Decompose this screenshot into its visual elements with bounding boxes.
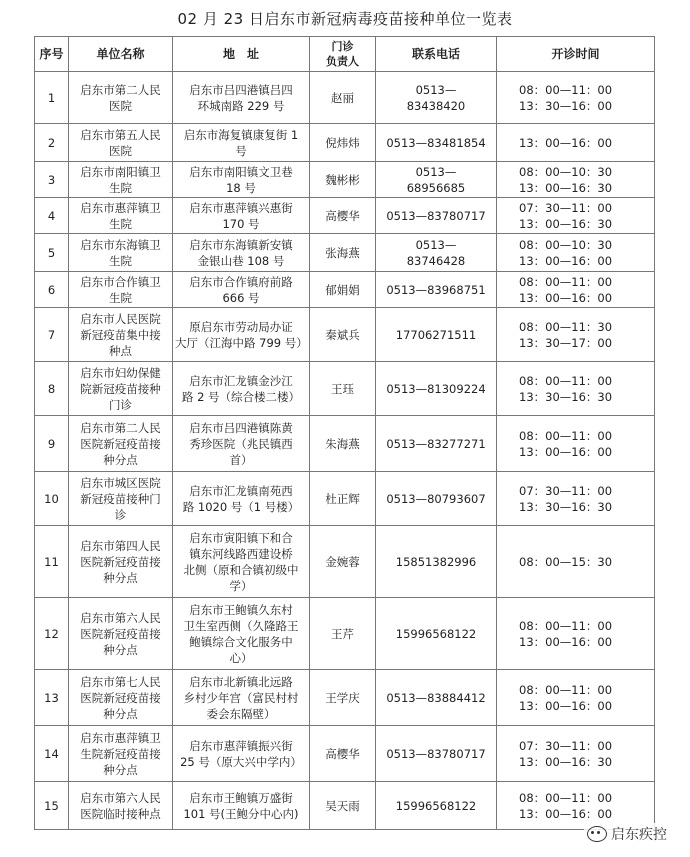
table-row [35, 72, 655, 124]
cell-name: 启东市妇幼保健 院新冠疫苗接种 门诊 [69, 362, 173, 416]
cell-address: 启东市东海镇新安镇 金银山巷 108 号 [173, 234, 310, 272]
header-no: 序号 [35, 37, 69, 72]
cell-person: 郁娟娟 [310, 272, 376, 308]
cell-person: 赵丽 [310, 72, 376, 124]
cell-no: 6 [35, 272, 69, 308]
table-row [35, 162, 655, 198]
cell-phone: 0513— 83746428 [376, 234, 497, 272]
cell-name: 启东市城区医院 新冠疫苗接种门 诊 [69, 472, 173, 526]
cell-person: 高樱华 [310, 198, 376, 234]
cell-no: 5 [35, 234, 69, 272]
table-row [35, 726, 655, 782]
cell-address: 启东市惠萍镇振兴街 25 号（原大兴中学内） [173, 726, 310, 782]
cell-time: 08：00—11：00 13：00—16：00 [497, 782, 655, 830]
cell-time: 08：00—10：30 13：00—16：30 [497, 162, 655, 198]
cell-name: 启东市第七人民 医院新冠疫苗接 种分点 [69, 670, 173, 726]
cell-person: 金婉蓉 [310, 526, 376, 598]
cell-person: 王学庆 [310, 670, 376, 726]
cell-address: 启东市惠萍镇兴惠街 170 号 [173, 198, 310, 234]
table-row [35, 124, 655, 162]
cell-phone: 0513— 68956685 [376, 162, 497, 198]
cell-person: 杜正辉 [310, 472, 376, 526]
cell-address: 启东市汇龙镇金沙江 路 2 号（综合楼二楼） [173, 362, 310, 416]
cell-name: 启东市惠萍镇卫 生院 [69, 198, 173, 234]
cell-no: 14 [35, 726, 69, 782]
cell-name: 启东市第六人民 医院临时接种点 [69, 782, 173, 830]
cell-no: 13 [35, 670, 69, 726]
cell-phone: 15996568122 [376, 782, 497, 830]
page-title: 02 月 23 日启东市新冠病毒疫苗接种单位一览表 [177, 10, 513, 28]
cell-no: 15 [35, 782, 69, 830]
cell-time: 08：00—11：30 13：30—17：00 [497, 308, 655, 362]
cell-person: 倪炜炜 [310, 124, 376, 162]
cell-time: 13：00—16：00 [497, 124, 655, 162]
cell-no: 1 [35, 72, 69, 124]
table-row [35, 598, 655, 670]
cell-name: 启东市第四人民 医院新冠疫苗接 种分点 [69, 526, 173, 598]
vaccination-sites-table [34, 36, 655, 830]
cell-no: 4 [35, 198, 69, 234]
cell-time: 08：00—11：00 13：30—16：00 [497, 72, 655, 124]
cell-person: 王芹 [310, 598, 376, 670]
cell-no: 7 [35, 308, 69, 362]
cell-time: 07：30—11：00 13：00—16：30 [497, 726, 655, 782]
cell-name: 启东市第五人民 医院 [69, 124, 173, 162]
header-person: 门诊 负责人 [310, 37, 376, 72]
cell-name: 启东市东海镇卫 生院 [69, 234, 173, 272]
cell-person: 张海燕 [310, 234, 376, 272]
cell-address: 启东市海复镇康复街 1 号 [173, 124, 310, 162]
table-row [35, 416, 655, 472]
cell-address: 原启东市劳动局办证 大厅（江海中路 799 号） [173, 308, 310, 362]
header-address: 地 址 [173, 37, 310, 72]
cell-phone: 0513—83884412 [376, 670, 497, 726]
wechat-icon [587, 826, 607, 842]
table-row [35, 198, 655, 234]
cell-address: 启东市王鲍镇久东村 卫生室西侧（久隆路王 鲍镇综合文化服务中 心） [173, 598, 310, 670]
cell-person: 魏彬彬 [310, 162, 376, 198]
cell-address: 启东市吕四港镇吕四 环城南路 229 号 [173, 72, 310, 124]
header-time: 开诊时间 [497, 37, 655, 72]
cell-person: 朱海燕 [310, 416, 376, 472]
cell-person: 秦斌兵 [310, 308, 376, 362]
cell-no: 8 [35, 362, 69, 416]
cell-phone: 0513—83277271 [376, 416, 497, 472]
cell-time: 08：00—15：30 [497, 526, 655, 598]
table-row [35, 782, 655, 830]
cell-no: 3 [35, 162, 69, 198]
table-header-row [35, 37, 655, 72]
cell-address: 启东市汇龙镇南苑西 路 1020 号（1 号楼） [173, 472, 310, 526]
cell-time: 08：00—10：30 13：00—16：00 [497, 234, 655, 272]
table-row [35, 670, 655, 726]
cell-time: 08：00—11：00 13：00—16：00 [497, 598, 655, 670]
cell-name: 启东市人民医院 新冠疫苗集中接 种点 [69, 308, 173, 362]
cell-phone: 0513— 83438420 [376, 72, 497, 124]
table-row [35, 362, 655, 416]
cell-phone: 15996568122 [376, 598, 497, 670]
cell-time: 07：30—11：00 13：00—16：30 [497, 198, 655, 234]
cell-person: 吴天雨 [310, 782, 376, 830]
cell-phone: 0513—83481854 [376, 124, 497, 162]
cell-phone: 0513—83968751 [376, 272, 497, 308]
header-name: 单位名称 [69, 37, 173, 72]
cell-phone: 17706271511 [376, 308, 497, 362]
cell-person: 王珏 [310, 362, 376, 416]
cell-no: 9 [35, 416, 69, 472]
cell-time: 07：30—11：00 13：30—16：30 [497, 472, 655, 526]
cell-name: 启东市第二人民 医院新冠疫苗接 种分点 [69, 416, 173, 472]
watermark [584, 823, 670, 845]
table-row [35, 272, 655, 308]
cell-name: 启东市第二人民 医院 [69, 72, 173, 124]
cell-no: 11 [35, 526, 69, 598]
cell-address: 启东市寅阳镇下和合 镇东河线路西建设桥 北侧（原和合镇初级中 学） [173, 526, 310, 598]
cell-phone: 0513—83780717 [376, 726, 497, 782]
table-row [35, 526, 655, 598]
table-row [35, 234, 655, 272]
table-row [35, 308, 655, 362]
header-phone: 联系电话 [376, 37, 497, 72]
cell-time: 08：00—11：00 13：00—16：00 [497, 670, 655, 726]
cell-person: 高樱华 [310, 726, 376, 782]
cell-address: 启东市南阳镇文卫巷 18 号 [173, 162, 310, 198]
cell-name: 启东市南阳镇卫 生院 [69, 162, 173, 198]
cell-time: 08：00—11：00 13：00—16：00 [497, 416, 655, 472]
cell-phone: 0513—83780717 [376, 198, 497, 234]
cell-address: 启东市合作镇府前路 666 号 [173, 272, 310, 308]
cell-time: 08：00—11：00 13：00—16：00 [497, 272, 655, 308]
cell-address: 启东市北新镇北远路 乡村少年宫（富民村村 委会东隔壁） [173, 670, 310, 726]
cell-name: 启东市惠萍镇卫 生院新冠疫苗接 种分点 [69, 726, 173, 782]
cell-phone: 0513—80793607 [376, 472, 497, 526]
cell-address: 启东市吕四港镇陈黄 秀珍医院（兆民镇西 首） [173, 416, 310, 472]
cell-name: 启东市合作镇卫 生院 [69, 272, 173, 308]
watermark-text: 启东疾控 [611, 827, 667, 843]
cell-name: 启东市第六人民 医院新冠疫苗接 种分点 [69, 598, 173, 670]
cell-no: 12 [35, 598, 69, 670]
cell-phone: 15851382996 [376, 526, 497, 598]
cell-no: 2 [35, 124, 69, 162]
cell-no: 10 [35, 472, 69, 526]
table-row [35, 472, 655, 526]
cell-address: 启东市王鲍镇万盛街 101 号(王鲍分中心内) [173, 782, 310, 830]
cell-time: 08：00—11：00 13：30—16：30 [497, 362, 655, 416]
cell-phone: 0513—81309224 [376, 362, 497, 416]
